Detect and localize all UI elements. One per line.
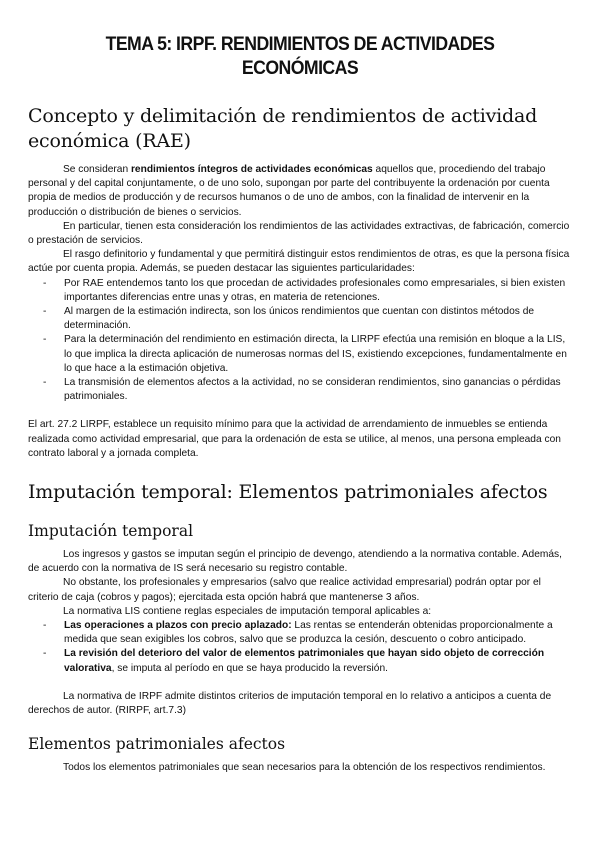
paragraph-anticipos: La normativa de IRPF admite distintos criterios de imputación temporal en lo relativo a anticipos a cuenta de derechos de autor. (RIRPF, art.7.3) [28, 690, 552, 717]
paragraph-elementos: Todos los elementos patrimoniales que sean necesarios para la obtención de los respectivos rendimientos. [63, 762, 546, 774]
subsection-heading-elementos: Elementos patrimoniales afectos [28, 735, 286, 754]
section-heading-imputacion: Imputación temporal: Elementos patrimoniales afectos [28, 481, 548, 504]
document-title: TEMA 5: IRPF. RENDIMIENTOS DE ACTIVIDADES ECONÓMICAS [105, 34, 495, 79]
paragraph-art-27: El art. 27.2 LIRPF, establece un requisito mínimo para que la actividad de arrendamiento de inmuebles se entienda realizada como actividad empresarial, que para la ordenación de esta se utilice, al menos, una persona empleada con contrato laboral y a jornada completa. [28, 419, 561, 459]
paragraph-particular: En particular, tienen esta consideración los rendimientos de las actividades extractivas, de fabricación, comercio o prestación de servicios. [28, 220, 570, 247]
list-item: - Al margen de la estimación indirecta, son los únicos rendimientos que cuentan con distintos métodos de determinación. [43, 306, 535, 332]
list-item: - Las operaciones a plazos con precio aplazado: Las rentas se entenderán obtenidas proporcionalmente a medida que sean exigibles los cobros, salvo que se produzca la cesión, descuento o cobro anticipado. [43, 620, 553, 646]
paragraph-criterio-caja: No obstante, los profesionales y empresarios (salvo que realice actividad empresarial) podrán optar por el criterio de caja (cobros y pagos); ejercitada esta opción habrá que mantenerse 3 años. [28, 577, 541, 603]
subsection-heading-imputacion-temporal: Imputación temporal [28, 522, 194, 541]
paragraph-devengo: Los ingresos y gastos se imputan según el principio de devengo, atendiendo a la normativa contable. Además, de acuerdo con la normativa de IS será necesario su registro contable. [28, 549, 562, 575]
paragraph-rae-definition: Se consideran rendimientos íntegros de actividades económicas aquellos que, procediendo del trabajo personal y del capital conjuntamente, o de uno solo, supongan por parte del contribuyente la ordenación por cuenta propia de medios de producción y de recursos humanos o de uno de ambos, con la finalidad de intervenir en la producción o distribución de bienes o servicios. [28, 164, 550, 218]
paragraph-reglas-lis: La normativa LIS contiene reglas especiales de imputación temporal aplicables a: [63, 605, 432, 617]
list-item: - Por RAE entendemos tanto los que procedan de actividades profesionales como empresariales, si bien existen importantes diferencias entre unas y otras, en materia de retenciones. [43, 277, 566, 303]
bold-term: rendimientos íntegros de actividades económicas [130, 164, 373, 175]
reglas-list [28, 619, 572, 676]
paragraph-rasgo: El rasgo definitorio y fundamental y que permitirá distinguir estos rendimientos de otras, es que la persona física actúe por cuenta propia. Además, se pueden destacar las siguientes particularidades: [28, 249, 570, 275]
list-item: - La transmisión de elementos afectos a la actividad, no se consideran rendimientos, sino ganancias o pérdidas patrimoniales. [43, 377, 561, 403]
list-item: - La revisión del deterioro del valor de elementos patrimoniales que hayan sido objeto de corrección valorativa, se imputa al período en que se haya producido la reversión. [43, 648, 545, 674]
section-heading-concepto: Concepto y delimitación de rendimientos de actividad económica (RAE) [28, 105, 538, 152]
list-item: - Para la determinación del rendimiento en estimación directa, la LIRPF efectúa una remisión en bloque a la LIS, lo que implica la directa aplicación de numerosas normas del IS, existiendo excepciones, fundamentalmente en lo que hace a la estimación objetiva. [43, 334, 567, 374]
particularidades-list [28, 277, 572, 405]
